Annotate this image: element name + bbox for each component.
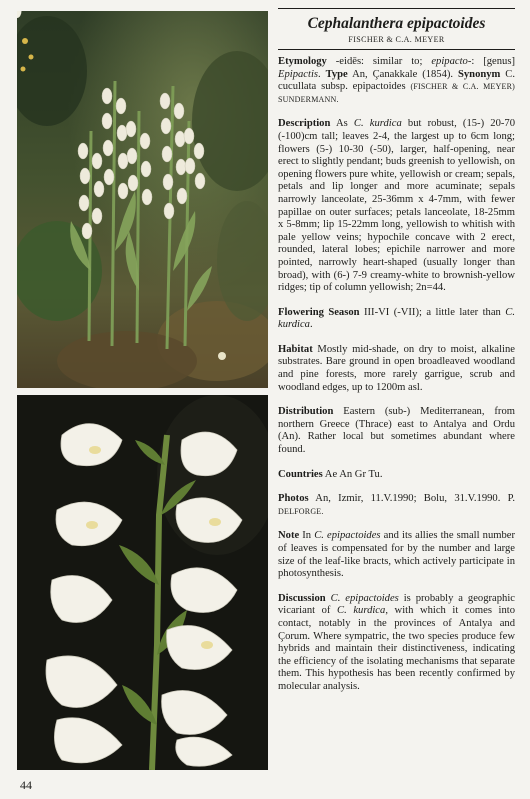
- etymology-text-2: : [genus]: [471, 56, 515, 67]
- etymology-italic-1: epipacto-: [431, 56, 472, 67]
- species-text-column: [278, 8, 515, 706]
- flowering-label: Flowering Season: [278, 306, 360, 318]
- etymology-label: Etymology: [278, 56, 327, 67]
- synonym-label: Synonym: [457, 68, 501, 80]
- discussion-italic-2: C. kurdica: [337, 605, 386, 617]
- habitat-text: Mostly mid-shade, on dry to moist, alkaline substrates. Bare ground in open broadleaved woodland and pine forests, more rarely garrigue, scrub and woodland edges, up to 1200m asl.: [278, 343, 515, 393]
- description-paragraph: [278, 118, 515, 294]
- flowering-text-end: .: [309, 319, 313, 331]
- distribution-paragraph: [278, 406, 515, 456]
- flowering-text: III-VI (-VII); a little later than: [359, 306, 506, 318]
- countries-label: Countries: [278, 468, 323, 480]
- photos-label: Photos: [278, 493, 309, 505]
- description-italic-1: C. kurdica: [353, 118, 402, 130]
- synonym-authority: (FISCHER & C.A. MEYER) SUNDERMANN.: [278, 82, 515, 104]
- distribution-text: Eastern (sub-) Mediterranean, from northern Greece (Thrace) east to Antalya and Ordu (An). Rather local but sometimes abundant where found.: [278, 406, 515, 456]
- etymology-text-1: -eidēs: similar to;: [326, 56, 432, 67]
- discussion-label: Discussion: [278, 592, 326, 604]
- discussion-paragraph: [278, 593, 515, 694]
- countries-text: Ae An Gr Tu.: [322, 468, 383, 480]
- discussion-italic-1: C. epipactoides: [330, 592, 399, 604]
- habitat-paragraph: [278, 344, 515, 394]
- type-text: An, Çanakkale (1854).: [347, 68, 458, 80]
- note-text-1: In: [299, 530, 315, 542]
- photos-paragraph: [278, 493, 515, 518]
- orchid-flower-closeup-photo: [17, 395, 268, 770]
- note-paragraph: [278, 530, 515, 580]
- photos-text: An, Izmir, 11.V.1990; Bolu, 31.V.1990. P.: [308, 493, 515, 505]
- description-text-1: As: [330, 118, 354, 130]
- etymology-italic-2: Epipactis: [278, 68, 319, 80]
- distribution-label: Distribution: [278, 406, 334, 418]
- habitat-label: Habitat: [278, 343, 313, 355]
- note-italic-1: C. epipactoides: [314, 530, 381, 542]
- orchid-habitat-photo: [17, 11, 268, 388]
- etymology-type-synonym-paragraph: [278, 56, 515, 106]
- type-label: Type: [325, 68, 348, 80]
- page-number: 44: [20, 778, 32, 792]
- flowering-paragraph: [278, 307, 515, 332]
- countries-paragraph: [278, 469, 515, 482]
- discussion-text-2: is probably a geographic vicariant of: [278, 592, 515, 617]
- etymology-text-3: .: [318, 68, 326, 80]
- species-authors: FISCHER & C.A. MEYER: [348, 35, 445, 44]
- photos-author: DELFORGE.: [278, 506, 324, 516]
- species-title: Cephalanthera epipactoides: [307, 15, 486, 32]
- description-label: Description: [278, 118, 331, 130]
- description-text-2: but robust, (15-) 20-70 (-100)cm tall; leaves 2-4, the largest up to 6cm long; flowers (5-) 10-30 (-50), larger, half-opening, near erect to slightly pendant; buds greenish to yellowish, on opening flowers pure white, yellowish or cream; sepals, petals and lip longer and more acuminate; sepals narrowly lanceolate, 25-36mm x 4-7mm, with fewer papillae on outer surfaces; petals lanceolate, 18-25mm x 5-8mm; lip 15-22mm long, yellowish to whitish with pale yellow veins; hypochile concave with 2 erect, rounded, lateral lobes; epichile narrower and more pointed, narrowly heart-shaped (usually longer than broad), with (6-) 7-9 creamy-white to brownish-yellow ridges; tip of column yellowish; 2n=44.: [278, 118, 515, 294]
- synonym-text: C. cucullata subsp. epipactoides: [278, 68, 515, 93]
- species-header: [278, 8, 515, 50]
- note-label: Note: [278, 530, 300, 542]
- discussion-text-3: , with which it comes into contact, notably in the provinces of Antalya and Çorum. Where sympatric, the two species produce few hybrids and maintain their distinctiveness, indicating the efficiency of the isolating mechanisms that separate them. This hypothesis has been recently confirmed by molecular analysis.: [278, 605, 515, 692]
- flowering-italic: C. kurdica: [278, 306, 516, 331]
- note-text-2: and its allies the small number of leaves is compensated for by the number and large size of the leaf-like bracts, which actively participate in photosynthesis.: [278, 530, 516, 580]
